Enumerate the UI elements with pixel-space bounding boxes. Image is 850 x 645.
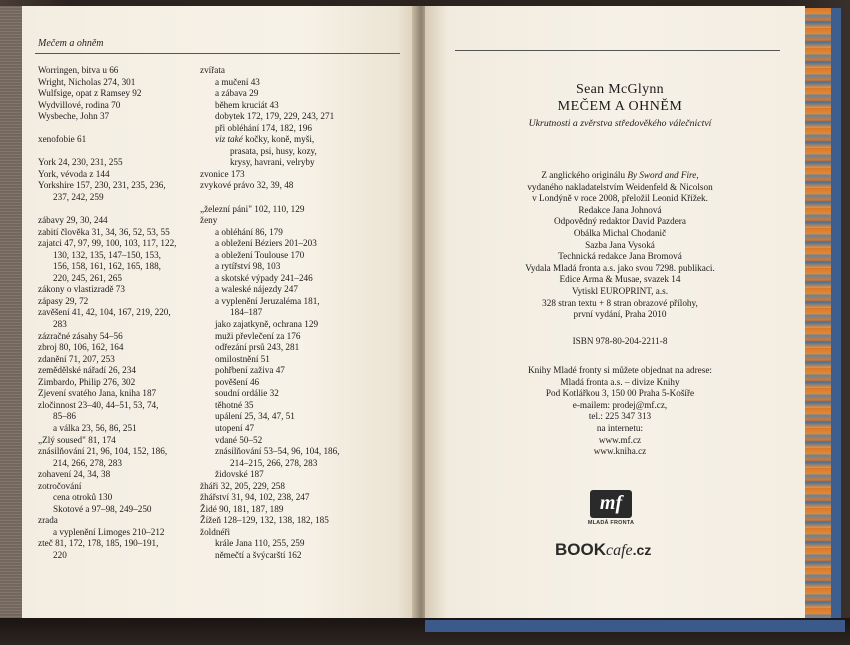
index-entry: zavěšení 41, 42, 104, 167, 219, 220, <box>38 307 171 318</box>
index-gap <box>38 123 218 135</box>
isbn: ISBN 978-80-204-2211-8 <box>572 336 668 346</box>
bookcafe-cz: .cz <box>632 542 652 558</box>
order-line: Mladá fronta a.s. – divize Knihy <box>560 376 680 387</box>
index-entry: zrada <box>38 515 58 526</box>
index-entry: zdanění 71, 207, 253 <box>38 353 115 364</box>
index-entry: 184–187 <box>230 307 263 318</box>
index-entry: Zjevení svatého Jana, kniha 187 <box>38 388 157 399</box>
index-entry: zabití člověka 31, 34, 36, 52, 53, 55 <box>38 226 170 237</box>
index-entry: Wydvillové, rodina 70 <box>38 99 121 110</box>
index-entry: viz také kočky, koně, myši, <box>215 134 315 145</box>
index-entry: a vyplenění Limoges 210–212 <box>53 526 165 537</box>
index-entry: 130, 132, 135, 147–150, 153, <box>53 249 161 260</box>
index-entry: dobytek 172, 179, 229, 243, 271 <box>215 111 335 122</box>
index-entry: York, vévoda z 144 <box>38 168 110 179</box>
order-line: na internetu: <box>596 422 644 433</box>
index-entry: Wright, Nicholas 274, 301 <box>38 76 136 87</box>
index-entry: zápasy 29, 72 <box>38 295 89 306</box>
index-entry: soudní ordálie 32 <box>215 388 279 399</box>
index-entry: zohavení 24, 34, 38 <box>38 469 111 480</box>
index-entry: a obležení Béziers 201–203 <box>215 238 317 249</box>
info-line: v Londýně v roce 2008, přeložil Leonid Křížek. <box>532 193 708 204</box>
index-entry: krále Jana 110, 255, 259 <box>215 538 305 549</box>
mlada-fronta-label: MLADÁ FRONTA <box>587 520 635 526</box>
index-entry: prasata, psi, husy, kozy, <box>230 145 317 156</box>
index-entry: znásilňování 21, 96, 104, 152, 186, <box>38 446 168 457</box>
index-entry: 283 <box>53 319 67 330</box>
info-line: Obálka Michal Chodanič <box>573 227 667 238</box>
index-entry: zemědělské nářadí 26, 234 <box>38 365 136 376</box>
index-entry: a válka 23, 56, 86, 251 <box>53 422 137 433</box>
index-entry: žoldnéři <box>200 526 231 537</box>
imprint-details <box>440 170 800 321</box>
cover-edge-blue <box>831 8 841 630</box>
info-line: Redakce Jana Johnová <box>578 204 662 215</box>
index-gap <box>38 146 218 158</box>
index-entry: těhotné 35 <box>215 399 254 410</box>
index-entry: během kruciát 43 <box>215 99 279 110</box>
info-line: Sazba Jana Vysoká <box>585 239 655 250</box>
info-line: Technická redakce Jana Bromová <box>558 251 682 262</box>
index-entry: 156, 158, 161, 162, 165, 188, <box>53 261 161 272</box>
index-entry: židovské 187 <box>215 469 264 480</box>
index-entry: zvonice 173 <box>200 168 245 179</box>
index-entry: „železní páni" 102, 110, 129 <box>200 203 305 214</box>
index-gap <box>200 192 400 204</box>
index-entry: jako zajatkyně, ochrana 129 <box>215 319 319 330</box>
order-info <box>440 365 800 458</box>
index-entry: zločinnost 23–40, 44–51, 53, 74, <box>38 399 159 410</box>
order-line: e-mailem: prodej@mf.cz, <box>572 399 668 410</box>
author-name: Sean McGlynn <box>576 82 664 97</box>
book-subtitle: Ukrutnosti a zvěrstva středověkého válečnictví <box>528 118 712 129</box>
order-line: Pod Kotlářkou 3, 150 00 Praha 5-Košíře <box>545 388 695 399</box>
index-entry: zvířata <box>200 65 225 75</box>
index-entry: odřezání prsů 243, 281 <box>215 342 300 353</box>
index-entry: ženy <box>200 215 218 226</box>
index-entry: a vyplenění Jeruzaléma 181, <box>215 295 320 306</box>
running-head: Mečem a ohněm <box>38 38 104 49</box>
index-entry: vdané 50–52 <box>215 434 263 445</box>
cover-bottom-edge <box>425 620 845 632</box>
index-entry: zbroj 80, 106, 162, 164 <box>38 342 124 353</box>
index-entry: zvykové právo 32, 39, 48 <box>200 180 294 191</box>
index-entry: znásilňování 53–54, 96, 104, 186, <box>215 446 340 457</box>
index-entry: upálení 25, 34, 47, 51 <box>215 411 295 422</box>
index-entry: při obléhání 174, 182, 196 <box>215 122 312 133</box>
info-line: Odpovědný redaktor David Pazdera <box>554 216 686 227</box>
bookcafe-cafe: cafe <box>606 542 633 559</box>
index-entry: zázračné zásahy 54–56 <box>38 330 123 341</box>
index-entry: „Zlý soused" 81, 174 <box>38 434 116 445</box>
index-entry: a rytířství 98, 103 <box>215 261 281 272</box>
book-title: MEČEM A OHNĚM <box>557 99 683 114</box>
index-entry: zotročování <box>38 480 82 491</box>
index-entry: Žížeň 128–129, 132, 138, 182, 185 <box>200 515 329 526</box>
order-line: Knihy Mladé fronty si můžete objednat na adrese: <box>528 365 712 375</box>
order-line: tel.: 225 347 313 <box>588 411 652 422</box>
index-entry: 220, 245, 261, 265 <box>53 272 122 283</box>
index-entry: Wysbeche, John 37 <box>38 111 110 122</box>
index-entry: Worringen, bitva u 66 <box>38 65 119 75</box>
order-line: www.kniha.cz <box>593 446 647 457</box>
index-entry: krysy, havrani, velryby <box>230 157 315 168</box>
index-entry: 214–215, 266, 278, 283 <box>230 457 318 468</box>
index-entry: a obléhání 86, 179 <box>215 226 283 237</box>
index-entry: pohřbení zaživa 47 <box>215 365 285 376</box>
info-line: 328 stran textu + 8 stran obrazové přílohy, <box>542 297 698 308</box>
index-entry: xenofobie 61 <box>38 134 87 145</box>
mlada-fronta-logo: mf <box>590 490 632 518</box>
header-rule <box>35 53 400 54</box>
index-entry: Wulfsige, opat z Ramsey 92 <box>38 88 142 99</box>
title-page-rule <box>455 50 780 51</box>
index-entry: cena otroků 130 <box>53 492 113 503</box>
index-entry: zákony o vlastizradě 73 <box>38 284 125 295</box>
index-entry: a mučení 43 <box>215 76 260 87</box>
index-entry: 237, 242, 259 <box>53 192 104 203</box>
index-entry: a waleské nájezdy 247 <box>215 284 298 295</box>
info-line: Edice Arma & Musae, svazek 14 <box>559 274 681 285</box>
index-entry: zajatci 47, 97, 99, 100, 103, 117, 122, <box>38 238 177 249</box>
index-entry: Zimbardo, Philip 276, 302 <box>38 376 136 387</box>
index-gap <box>38 204 218 216</box>
index-entry: utopení 47 <box>215 422 255 433</box>
index-entry: 220 <box>53 549 67 560</box>
bookcafe-book: BOOK <box>555 540 606 559</box>
index-entry: York 24, 230, 231, 255 <box>38 157 123 168</box>
index-entry: Yorkshire 157, 230, 231, 235, 236, <box>38 180 166 191</box>
index-entry: Skotové a 97–98, 249–250 <box>53 503 152 514</box>
index-entry: 214, 266, 278, 283 <box>53 457 122 468</box>
info-line: Vydala Mladá fronta a.s. jako svou 7298. publikaci. <box>525 262 715 273</box>
info-line: Z anglického originálu By Sword and Fire, <box>541 170 699 180</box>
info-line: první vydání, Praha 2010 <box>573 309 667 320</box>
index-entry: zábavy 29, 30, 244 <box>38 215 108 226</box>
index-entry: a zábava 29 <box>215 88 259 99</box>
index-column-2 <box>200 65 400 562</box>
index-entry: a obležení Toulouse 170 <box>215 249 305 260</box>
stacked-page-edges <box>0 6 24 631</box>
index-entry: 85–86 <box>53 411 76 422</box>
index-entry: žháři 32, 205, 229, 258 <box>200 480 285 491</box>
index-entry: Židé 90, 181, 187, 189 <box>200 503 284 514</box>
index-entry: pověšení 46 <box>215 376 260 387</box>
index-entry: němečtí a švýcarští 162 <box>215 549 302 560</box>
info-line: vydaného nakladatelstvím Weidenfeld & Nicolson <box>527 181 713 192</box>
info-line: Vytiskl EUROPRINT, a.s. <box>571 285 669 296</box>
index-entry: žhářství 31, 94, 102, 238, 247 <box>200 492 310 503</box>
bookcafe-logo <box>555 540 665 560</box>
index-entry: zteč 81, 172, 178, 185, 190–191, <box>38 538 159 549</box>
index-entry: a skotské výpady 241–246 <box>215 272 313 283</box>
index-column-1 <box>38 65 218 562</box>
index-entry: muži převlečení za 176 <box>215 330 301 341</box>
index-entry: omilostnění 51 <box>215 353 270 364</box>
order-line: www.mf.cz <box>598 434 642 445</box>
